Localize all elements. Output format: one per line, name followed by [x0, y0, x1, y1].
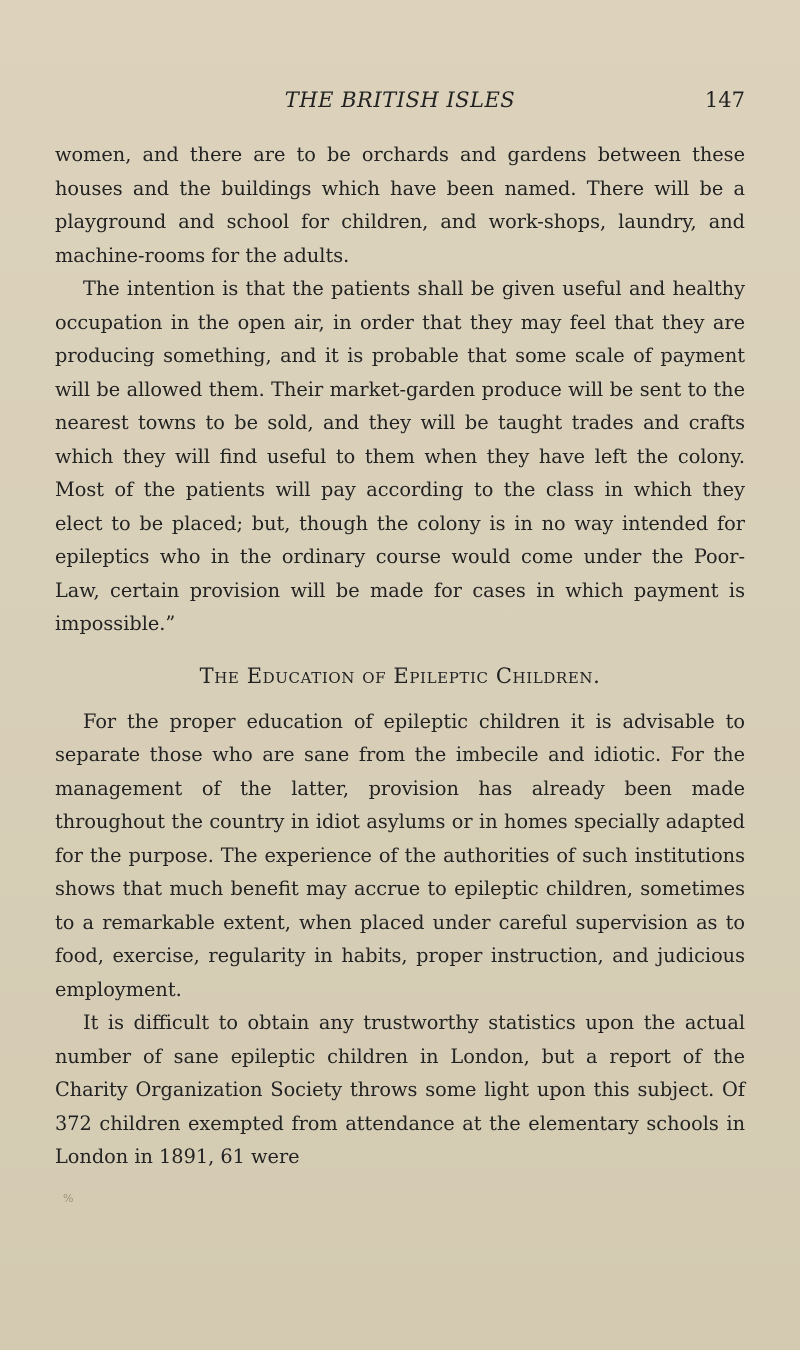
page-mark: % [63, 1192, 74, 1205]
running-head [55, 88, 745, 118]
body-text [55, 138, 745, 1174]
page-number: 147 [704, 88, 745, 112]
running-title: THE BRITISH ISLES [284, 88, 516, 112]
paragraph: The intention is that the patients shall be given useful and healthy occupation in the open air, in order that they may feel that they are producing something, and it is probable that some scale of payment will be allowed them. Their market-garden produce will be sent to the nearest towns to be sold, and they will be taught trades and crafts which they will find useful to them when they have left the colony. Most of the patients will pay according to the class in which they elect to be placed; but, though the colony is in no way intended for epileptics who in the ordinary course would come under the Poor-Law, certain provision will be made for cases in which payment is impossible.” [55, 277, 745, 635]
paragraph: women, and there are to be orchards and gardens between these houses and the buildings which have been named. There will be a playground and school for children, and work-shops, laundry, and machine-rooms for the adults. [55, 143, 745, 267]
section-heading: The Education of Epileptic Children. [199, 663, 601, 688]
paragraph: It is difficult to obtain any trustworthy statistics upon the actual number of sane epileptic children in London, but a report of the Charity Organization Society throws some light upon this subject. Of 372 children exempted from attendance at the elementary schools in London in 1891, 61 were [55, 1011, 745, 1168]
paragraph: For the proper education of epileptic children it is advisable to separate those who are sane from the imbecile and idiotic. For the management of the latter, provision has already been made throughout the country in idiot asylums or in homes specially adapted for the purpose. The experience of the authorities of such institutions shows that much benefit may accrue to epileptic children, sometimes to a remarkable extent, when placed under careful supervision as to food, exercise, regularity in habits, proper instruction, and judicious employment. [55, 709, 745, 1001]
